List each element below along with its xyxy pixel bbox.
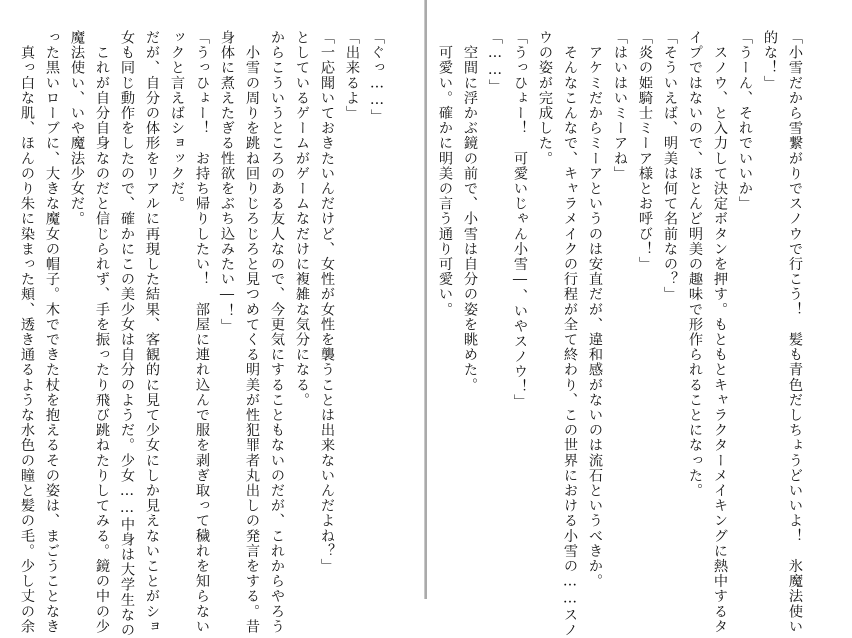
text-line: ウの姿が完成した。 <box>537 30 553 166</box>
left-line-5 <box>120 30 134 638</box>
right-line-2 <box>763 30 777 90</box>
text-line: 「うっひょー！ お持ち帰りしたい！ 部屋に連れ込んで服を剥ぎ取って穢れを知らない <box>194 30 210 634</box>
text-line: 「一応聞いておきたいんだけど、女性が女性を襲うことは出来ないんだよね？」 <box>319 30 335 574</box>
text-line: 「そういえば、明美は何て名前なの？」 <box>662 30 678 302</box>
left-line-13 <box>320 30 334 574</box>
left-line-12 <box>295 30 309 408</box>
text-line: アケミだからミーアというのは安直だが、違和感がないのは流石というべきか。 <box>587 30 603 589</box>
right-line-15 <box>438 30 452 317</box>
right-line-13 <box>488 30 502 94</box>
left-line-7 <box>170 30 184 211</box>
text-line: 身体に煮えたぎる性欲をぶち込みたい―！」 <box>219 30 235 334</box>
text-line: 魔法使い、いや魔法少女だ。 <box>69 30 85 227</box>
text-line: からこういうところのある友人なので、今更気にすることもないのだが、これからやろう <box>269 30 285 634</box>
text-line: 女も同じ動作をしたので、確かにこの美少女は自分のようだ。少女……中身は大学生なの <box>119 30 135 638</box>
right-line-8 <box>613 30 627 181</box>
text-line: 「……」 <box>487 30 503 94</box>
left-line-15 <box>370 30 384 124</box>
text-line: 「うーん、それでいいか」 <box>737 30 753 212</box>
right-line-3 <box>738 30 752 211</box>
text-line: スノウ、と入力して決定ボタンを押す。もともとキャラクターメイキングに熱中するタ <box>712 30 728 634</box>
left-line-9 <box>220 30 234 334</box>
left-line-11 <box>270 30 284 634</box>
right-line-4 <box>713 30 727 634</box>
text-line: 「炎の姫騎士ミーア様とお呼び！」 <box>637 30 653 272</box>
right-line-1 <box>788 30 802 634</box>
right-line-7 <box>638 30 652 272</box>
text-line: 「はいはいミーアね」 <box>612 30 628 181</box>
right-line-12 <box>513 30 527 409</box>
text-line: 真っ白な肌、ほんのり朱に染まった頬、透き通るような水色の瞳と髪の毛。少し丈の余 <box>19 30 35 634</box>
left-line-2 <box>45 30 59 634</box>
text-line: 可愛い。確かに明美の言う通り可愛い。 <box>437 30 453 317</box>
right-line-10 <box>563 30 577 638</box>
right-line-9 <box>588 30 602 589</box>
left-line-4 <box>95 30 109 634</box>
text-line: これが自分自身なのだと信じられず、手を振ったり飛び跳ねたりしてみる。鏡の中の少 <box>94 30 110 634</box>
text-line: 「出来るよ」 <box>344 30 360 121</box>
text-line: イプではないので、ほとんど明美の趣味で形作られることになった。 <box>687 30 703 499</box>
text-line: 的な！」 <box>762 30 778 91</box>
right-line-14 <box>463 30 477 392</box>
text-line: としているゲームがゲームなだけに複雑な気分になる。 <box>294 30 310 408</box>
left-line-3 <box>70 30 84 226</box>
text-line: 小雪の周りを跳ね回りじろじろと見つめてくる明美が性犯罪者丸出しの発言をする。昔 <box>244 30 260 634</box>
text-line: 「ぐっ……」 <box>369 30 385 125</box>
text-line: ックと言えばショックだ。 <box>169 30 185 212</box>
left-line-14 <box>345 30 359 121</box>
right-line-11 <box>538 30 552 166</box>
text-line: 「うっひょー！ 可愛いじゃん小雪―、いやスノウ！」 <box>512 30 528 410</box>
text-line: った黒いローブに、大きな魔女の帽子。木でできた杖を抱えるその姿は、まごうことなき <box>44 30 60 634</box>
text-line: そんなこんなで、キャラメイクの行程が全て終わり、この世界における小雪の……スノ <box>562 30 578 638</box>
left-line-6 <box>145 30 159 634</box>
text-line: 空間に浮かぶ鏡の前で、小雪は自分の姿を眺めた。 <box>462 30 478 393</box>
left-line-10 <box>245 30 259 634</box>
text-line: だが、自分の体形をリアルに再現した結果、客観的に見て少女にしか見えないことがショ <box>144 30 160 634</box>
text-line: 「小雪だから雪繋がりでスノウで行こう！ 髪も青色だしちょうどいいよ！ 氷魔法使い <box>787 30 803 634</box>
left-line-8 <box>195 30 209 634</box>
right-page <box>427 0 852 638</box>
right-line-6 <box>663 30 677 302</box>
right-line-5 <box>688 30 702 498</box>
left-line-1 <box>20 30 34 634</box>
left-page <box>0 0 425 638</box>
